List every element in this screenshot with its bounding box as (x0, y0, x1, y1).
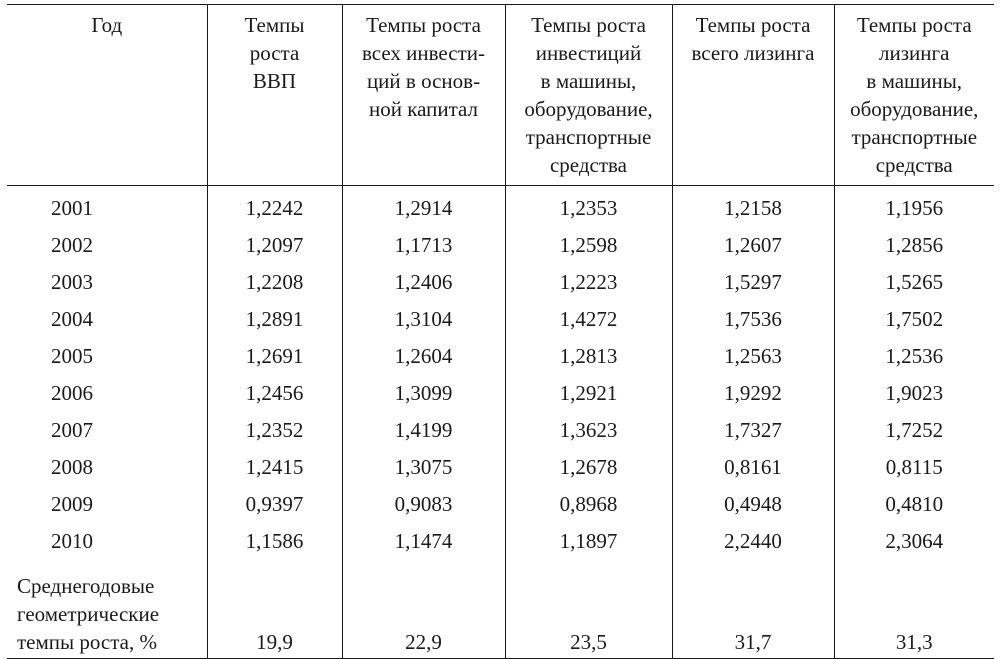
cell-value: 1,7502 (834, 301, 994, 338)
cell-value: 1,2691 (207, 338, 342, 375)
cell-value: 0,8161 (672, 449, 834, 486)
cell-year: 2008 (7, 449, 207, 486)
cell-value: 0,4810 (834, 486, 994, 523)
cell-value: 1,2242 (207, 186, 342, 228)
cell-value: 1,9023 (834, 375, 994, 412)
cell-value: 0,4948 (672, 486, 834, 523)
cell-value: 1,3075 (342, 449, 505, 486)
cell-value: 1,2406 (342, 264, 505, 301)
cell-value: 1,2536 (834, 338, 994, 375)
cell-value: 1,2158 (672, 186, 834, 228)
cell-value: 1,2856 (834, 227, 994, 264)
cell-value: 1,2563 (672, 338, 834, 375)
summary-value: 31,7 (672, 560, 834, 659)
cell-value: 1,2353 (505, 186, 672, 228)
header-year: Год (7, 5, 207, 186)
header-gdp-growth: Темпы роста ВВП (207, 5, 342, 186)
cell-value: 0,9397 (207, 486, 342, 523)
cell-value: 1,2097 (207, 227, 342, 264)
cell-value: 1,3623 (505, 412, 672, 449)
cell-value: 1,1586 (207, 523, 342, 560)
cell-value: 1,7252 (834, 412, 994, 449)
cell-year: 2003 (7, 264, 207, 301)
cell-value: 1,9292 (672, 375, 834, 412)
cell-value: 0,8968 (505, 486, 672, 523)
cell-year: 2010 (7, 523, 207, 560)
cell-value: 1,2891 (207, 301, 342, 338)
cell-value: 1,1474 (342, 523, 505, 560)
growth-rates-table (7, 4, 994, 659)
cell-year: 2007 (7, 412, 207, 449)
cell-value: 1,4199 (342, 412, 505, 449)
cell-value: 1,2914 (342, 186, 505, 228)
table-row (7, 301, 994, 338)
table-row (7, 227, 994, 264)
table-row (7, 264, 994, 301)
cell-value: 1,7327 (672, 412, 834, 449)
table-row (7, 486, 994, 523)
table-row (7, 375, 994, 412)
cell-value: 1,5265 (834, 264, 994, 301)
cell-year: 2006 (7, 375, 207, 412)
cell-value: 1,1713 (342, 227, 505, 264)
cell-year: 2005 (7, 338, 207, 375)
cell-value: 1,7536 (672, 301, 834, 338)
table-row (7, 412, 994, 449)
cell-year: 2009 (7, 486, 207, 523)
table-row (7, 186, 994, 228)
header-total-leasing-growth: Темпы роста всего лизинга (672, 5, 834, 186)
table-row (7, 523, 994, 560)
cell-value: 0,9083 (342, 486, 505, 523)
cell-value: 2,3064 (834, 523, 994, 560)
cell-value: 1,1956 (834, 186, 994, 228)
cell-value: 1,2352 (207, 412, 342, 449)
cell-value: 2,2440 (672, 523, 834, 560)
summary-value: 22,9 (342, 560, 505, 659)
cell-value: 1,3104 (342, 301, 505, 338)
summary-value: 23,5 (505, 560, 672, 659)
cell-value: 1,5297 (672, 264, 834, 301)
cell-year: 2004 (7, 301, 207, 338)
cell-value: 1,2607 (672, 227, 834, 264)
summary-row (7, 560, 994, 659)
summary-value: 19,9 (207, 560, 342, 659)
cell-value: 1,3099 (342, 375, 505, 412)
header-machinery-investment-growth: Темпы роста инвестиций в машины, оборудование, транспортные средства (505, 5, 672, 186)
header-machinery-leasing-growth: Темпы роста лизинга в машины, оборудование, транспортные средства (834, 5, 994, 186)
cell-value: 1,2208 (207, 264, 342, 301)
cell-value: 1,2598 (505, 227, 672, 264)
table-header (7, 5, 994, 186)
table-row (7, 449, 994, 486)
cell-value: 1,2921 (505, 375, 672, 412)
table-body (7, 186, 994, 659)
cell-value: 1,2415 (207, 449, 342, 486)
header-fixed-capital-investment-growth: Темпы роста всех инвести- ций в основ- ной капитал (342, 5, 505, 186)
cell-value: 1,1897 (505, 523, 672, 560)
header-row (7, 5, 994, 186)
summary-value: 31,3 (834, 560, 994, 659)
cell-year: 2001 (7, 186, 207, 228)
cell-value: 1,4272 (505, 301, 672, 338)
cell-value: 1,2223 (505, 264, 672, 301)
cell-value: 1,2678 (505, 449, 672, 486)
cell-year: 2002 (7, 227, 207, 264)
table-row (7, 338, 994, 375)
cell-value: 1,2604 (342, 338, 505, 375)
cell-value: 1,2456 (207, 375, 342, 412)
cell-value: 1,2813 (505, 338, 672, 375)
cell-value: 0,8115 (834, 449, 994, 486)
summary-label: Среднегодовые геометрические темпы роста, % (7, 560, 207, 659)
